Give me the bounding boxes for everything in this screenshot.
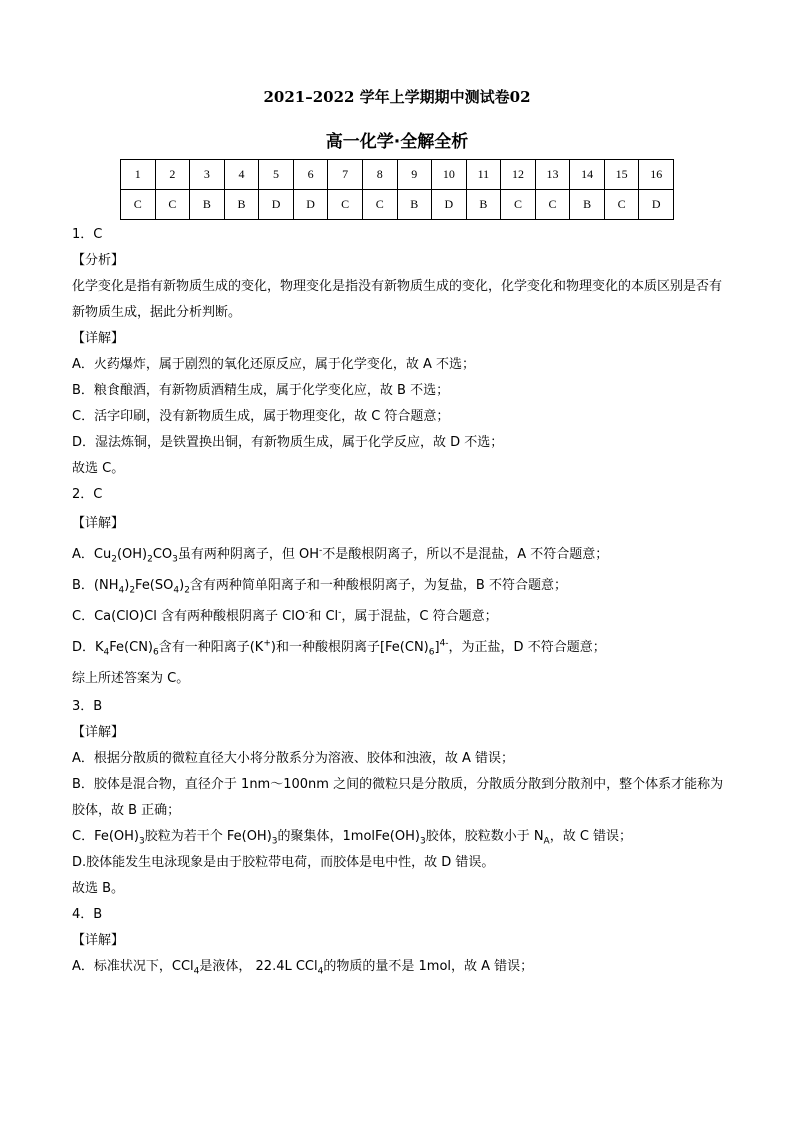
answer-table-number-row xyxy=(121,160,674,190)
page-title: 2021–2022 学年上学期期中测试卷02 xyxy=(263,88,531,106)
question-1-conclusion: 故选 C。 xyxy=(72,461,125,476)
detail-label: 【详解】 xyxy=(72,331,125,346)
answer-letter: D xyxy=(259,190,294,220)
answer-letter: C xyxy=(535,190,570,220)
question-3-option-a: A．根据分散质的微粒直径大小将分散系分为溶液、胶体和浊液，故 A 错误； xyxy=(72,751,515,766)
answer-letter: B xyxy=(397,190,432,220)
question-4-option-a: A．标准状况下，CCl$_4$是液体， 22.4L CCl$_4$的物质的量不是 1mol，故 A 错误； xyxy=(72,959,534,977)
answer-letter: D xyxy=(432,190,467,220)
question-2-conclusion: 综上所述答案为 C。 xyxy=(72,671,190,686)
question-2-option-b: B．$(NH_4)_2Fe(SO_4)_2$含有两种简单阳离子和一种酸根阴离子，为复盐，B 不符合题意； xyxy=(72,578,567,596)
question-number: 4 xyxy=(224,160,259,190)
answer-letter: C xyxy=(604,190,639,220)
question-1-option-c: C．活字印刷，没有新物质生成，属于物理变化，故 C 符合题意； xyxy=(72,409,450,424)
question-3-conclusion: 故选 B。 xyxy=(72,881,125,896)
question-number: 15 xyxy=(604,160,639,190)
question-number: 16 xyxy=(639,160,674,190)
question-number: 6 xyxy=(293,160,328,190)
answer-letter: B xyxy=(224,190,259,220)
question-number: 2 xyxy=(155,160,190,190)
answer-letter: C xyxy=(121,190,156,220)
question-number: 3 xyxy=(190,160,225,190)
question-2-option-a: A．$Cu_2(OH)_2CO_3$虽有两种阴离子，但 OH-不是酸根阴离子，所以不是混盐，A 不符合题意； xyxy=(72,545,609,565)
question-number: 10 xyxy=(432,160,467,190)
question-number: 11 xyxy=(466,160,501,190)
question-number: 5 xyxy=(259,160,294,190)
solutions-body xyxy=(72,222,732,980)
answer-letter: B xyxy=(466,190,501,220)
question-number: 12 xyxy=(501,160,536,190)
question-1-option-b: B．粮食酿酒，有新物质酒精生成，属于化学变化应，故 B 不选； xyxy=(72,383,450,398)
question-number: 14 xyxy=(570,160,605,190)
answer-letter: C xyxy=(328,190,363,220)
question-3-heading: 3．B xyxy=(72,699,103,714)
answer-letter: B xyxy=(570,190,605,220)
analysis-label: 【分析】 xyxy=(72,253,125,268)
answer-letter: C xyxy=(155,190,190,220)
question-2-heading: 2．C xyxy=(72,487,103,502)
answer-letter: B xyxy=(190,190,225,220)
page-subtitle: 高一化学·全解全析 xyxy=(325,132,469,152)
detail-label: 【详解】 xyxy=(72,725,125,740)
question-number: 8 xyxy=(362,160,397,190)
question-1-option-d: D．湿法炼铜，是铁置换出铜，有新物质生成，属于化学反应，故 D 不选； xyxy=(72,435,504,450)
question-1-option-a: A．火药爆炸，属于剧烈的氧化还原反应，属于化学变化，故 A 不选； xyxy=(72,357,476,372)
answer-letter: C xyxy=(362,190,397,220)
question-3-option-c: C．$Fe(OH)_3$胶粒为若干个 $Fe(OH)_3$的聚集体，$1molFe(OH)_3$胶体，胶粒数小于 $N_A$，故 C 错误； xyxy=(72,829,633,847)
question-3-option-b: B．胶体是混合物，直径介于 1nm～100nm 之间的微粒只是分散质，分散质分散到分散剂中，整个体系才能称为胶体，故 B 正确； xyxy=(72,777,724,818)
question-2-option-d: D．$K_4Fe(CN)_6$含有一种阳离子(K+)和一种酸根阴离子$[Fe(CN)_6]^{4-}$，为正盐，D 不符合题意； xyxy=(72,638,606,658)
detail-label: 【详解】 xyxy=(72,516,125,531)
question-4-heading: 4．B xyxy=(72,907,103,922)
question-number: 9 xyxy=(397,160,432,190)
detail-label: 【详解】 xyxy=(72,933,125,948)
question-number: 1 xyxy=(121,160,156,190)
answer-letter: D xyxy=(639,190,674,220)
answer-letter: C xyxy=(501,190,536,220)
question-2-option-c: C．Ca(ClO)Cl 含有两种酸根阴离子 ClO-和 Cl-，属于混盐，C 符合题意； xyxy=(72,607,498,624)
question-1-heading: 1．C xyxy=(72,227,103,242)
answer-letter: D xyxy=(293,190,328,220)
answer-table xyxy=(120,159,674,220)
question-number: 13 xyxy=(535,160,570,190)
question-1-analysis: 化学变化是指有新物质生成的变化，物理变化是指没有新物质生成的变化，化学变化和物理变化的本质区别是否有新物质生成，据此分析判断。 xyxy=(72,279,723,320)
question-number: 7 xyxy=(328,160,363,190)
answer-table-answer-row xyxy=(121,190,674,220)
question-3-option-d: D.胶体能发生电泳现象是由于胶粒带电荷，而胶体是电中性，故 D 错误。 xyxy=(72,855,495,870)
